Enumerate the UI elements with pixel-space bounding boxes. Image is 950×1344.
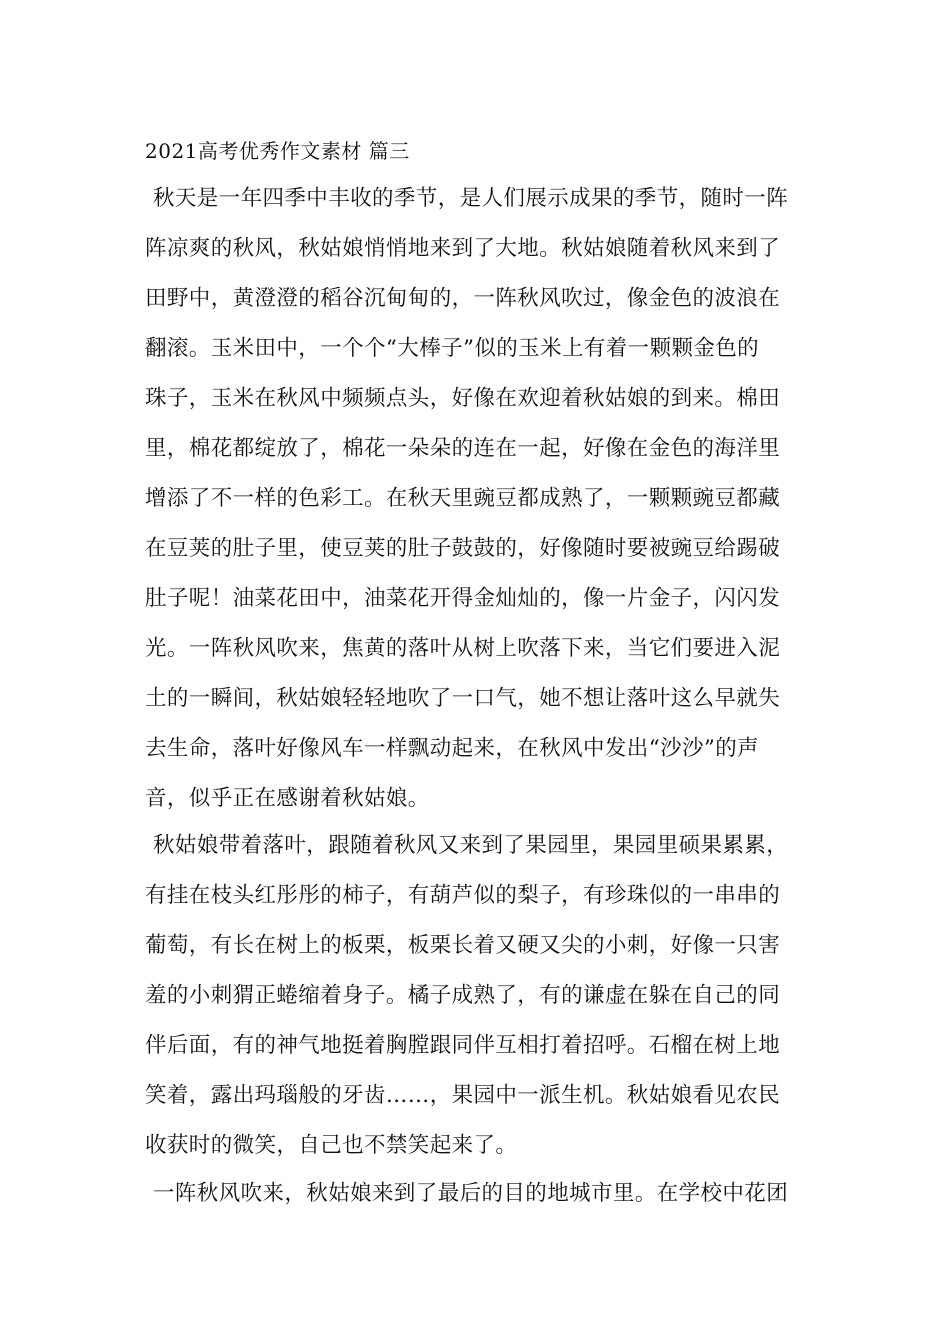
paragraph-2-line-1: 秋姑娘带着落叶，跟随着秋风又来到了果园里，果园里硕果累累， [153, 833, 789, 858]
paragraph-2-line-2: 有挂在枝头红彤彤的柿子，有葫芦似的梨子，有珍珠似的一串串的 [145, 883, 781, 908]
paragraph-1-line-11: 土的一瞬间，秋姑娘轻轻地吹了一口气，她不想让落叶这么早就失 [145, 686, 781, 711]
paragraph-3-line-1: 一阵秋风吹来，秋姑娘来到了最后的目的地城市里。在学校中花团 [153, 1181, 789, 1206]
paragraph-2-line-4: 羞的小刺猬正蜷缩着身子。橘子成熟了，有的谦虚在躲在自己的同 [145, 983, 781, 1008]
paragraph-1-line-10: 光。一阵秋风吹来，焦黄的落叶从树上吹落下来，当它们要进入泥 [145, 636, 781, 661]
paragraph-1-line-8: 在豆荚的肚子里，使豆荚的肚子鼓鼓的，好像随时要被豌豆给踢破 [145, 536, 781, 561]
paragraph-1-line-3: 田野中，黄澄澄的稻谷沉甸甸的，一阵秋风吹过，像金色的波浪在 [145, 286, 781, 311]
paragraph-1-line-1: 秋天是一年四季中丰收的季节，是人们展示成果的季节，随时一阵 [153, 186, 789, 211]
paragraph-1-line-13: 音，似乎正在感谢着秋姑娘。 [145, 786, 430, 811]
paragraph-1-line-6: 里，棉花都绽放了，棉花一朵朵的连在一起，好像在金色的海洋里 [145, 436, 781, 461]
paragraph-1-line-9: 肚子呢！油菜花田中，油菜花开得金灿灿的，像一片金子，闪闪发 [145, 586, 781, 611]
paragraph-1-line-12: 去生命，落叶好像风车一样飘动起来，在秋风中发出“沙沙”的声 [145, 736, 760, 761]
paragraph-1-line-4: 翻滚。玉米田中，一个个“大棒子”似的玉米上有着一颗颗金色的 [145, 336, 760, 361]
paragraph-1-line-2: 阵凉爽的秋风，秋姑娘悄悄地来到了大地。秋姑娘随着秋风来到了 [145, 236, 781, 261]
paragraph-2-line-7: 收获时的微笑，自己也不禁笑起来了。 [145, 1133, 518, 1158]
paragraph-2-line-5: 伴后面，有的神气地挺着胸膛跟同伴互相打着招呼。石榴在树上地 [145, 1033, 781, 1058]
paragraph-2-line-3: 葡萄，有长在树上的板栗，板栗长着又硬又尖的小刺，好像一只害 [145, 933, 781, 958]
paragraph-2-line-6: 笑着，露出玛瑙般的牙齿……，果园中一派生机。秋姑娘看见农民 [145, 1083, 781, 1108]
paragraph-1-line-5: 珠子，玉米在秋风中频频点头，好像在欢迎着秋姑娘的到来。棉田 [145, 386, 781, 411]
document-title: 2021高考优秀作文素材 篇三 [145, 139, 410, 163]
paragraph-1-line-7: 增添了不一样的色彩工。在秋天里豌豆都成熟了，一颗颗豌豆都藏 [145, 486, 781, 511]
